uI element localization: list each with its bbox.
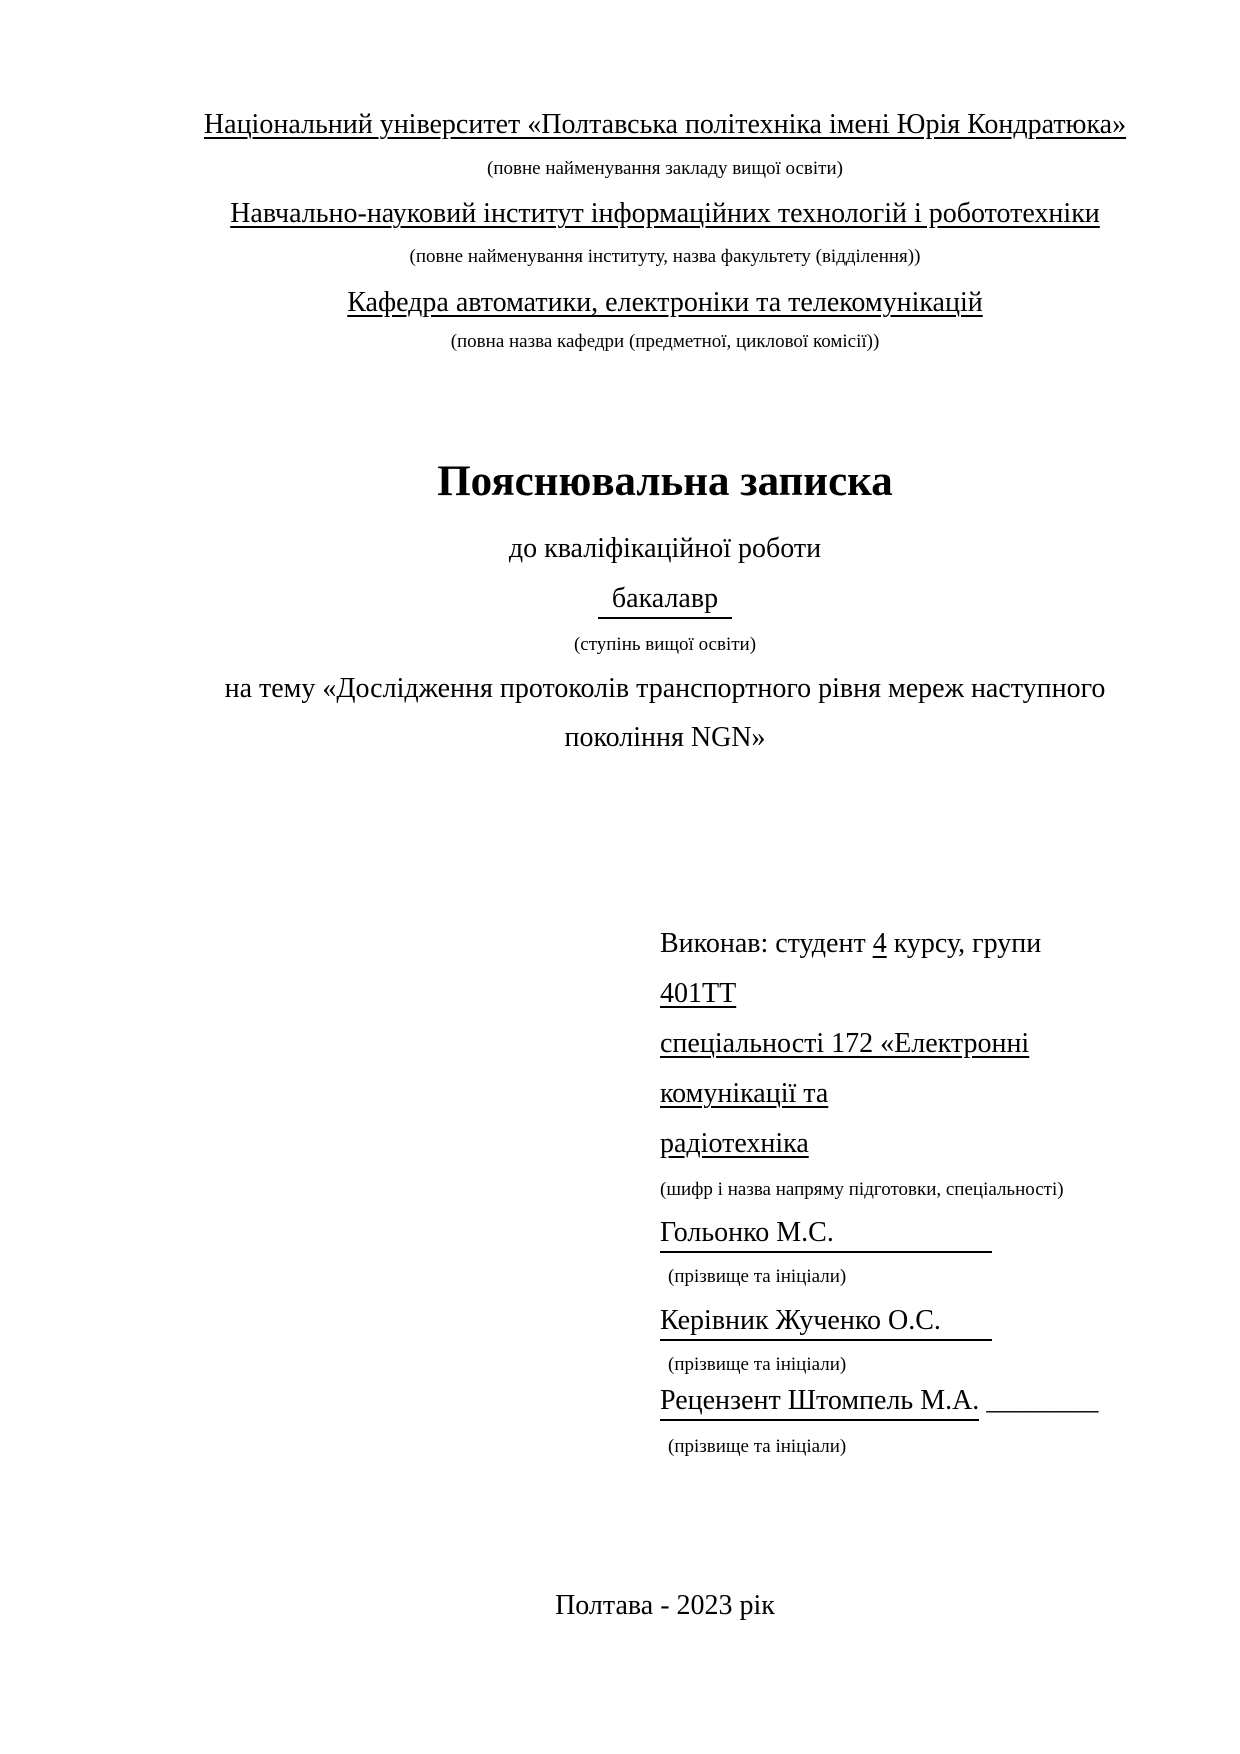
department-caption: (повна назва кафедри (предметної, циклової комісії)) [450,331,880,352]
specialty-caption: (шифр і назва напряму підготовки, спеціальності) [660,1179,1064,1200]
signature-supervisor-name: Керівник Жученко О.С. [660,1305,992,1341]
university-name: Національний університет «Полтавська політехніка імені Юрія Кондратюка» [203,109,1127,140]
executor-prefix: Виконав: студент [660,928,873,959]
university-caption: (повне найменування закладу вищої освіти) [487,158,843,179]
signature-student-line [660,1217,992,1253]
signature-supervisor-caption: (прізвище та ініціали) [668,1354,847,1375]
executor-course: 4 [872,928,887,959]
topic-line-1: на тему «Дослідження протоколів транспортного рівня мереж наступного [224,673,1106,704]
group-number: 401ТТ [660,978,737,1009]
department-name: Кафедра автоматики, електроніки та телекомунікацій [347,287,983,318]
footer-city-year: Полтава - 2023 рік [555,1590,775,1621]
document-title: Пояснювальна записка [437,458,893,505]
signature-supervisor-line [660,1305,992,1341]
document-subtitle: до кваліфікаційної роботи [508,533,822,564]
signature-student-name: Гольонко М.С. [660,1217,992,1253]
executor-suffix: курсу, групи [886,928,1042,959]
signature-reviewer-tail: ________ [979,1385,1099,1416]
institute-name: Навчально-науковий інститут інформаційних технологій і робототехніки [230,198,1100,229]
specialty-line-1: спеціальності 172 «Електронні [660,1028,1030,1059]
specialty-line-3: радіотехніка [660,1128,809,1159]
degree-line [180,583,1150,619]
signature-reviewer-caption: (прізвище та ініціали) [668,1436,847,1457]
specialty-line-2: комунікації та [660,1078,829,1109]
signature-reviewer-line [660,1385,1098,1421]
signature-reviewer-name: Рецензент Штомпель М.А. [660,1385,979,1421]
executor-line [660,928,1041,960]
signature-student-caption: (прізвище та ініціали) [668,1266,847,1287]
topic-line-2: покоління NGN» [564,722,766,753]
degree-value: бакалавр [598,583,732,619]
degree-caption: (ступінь вищої освіти) [573,634,757,655]
institute-caption: (повне найменування інституту, назва факультету (відділення)) [409,246,921,267]
